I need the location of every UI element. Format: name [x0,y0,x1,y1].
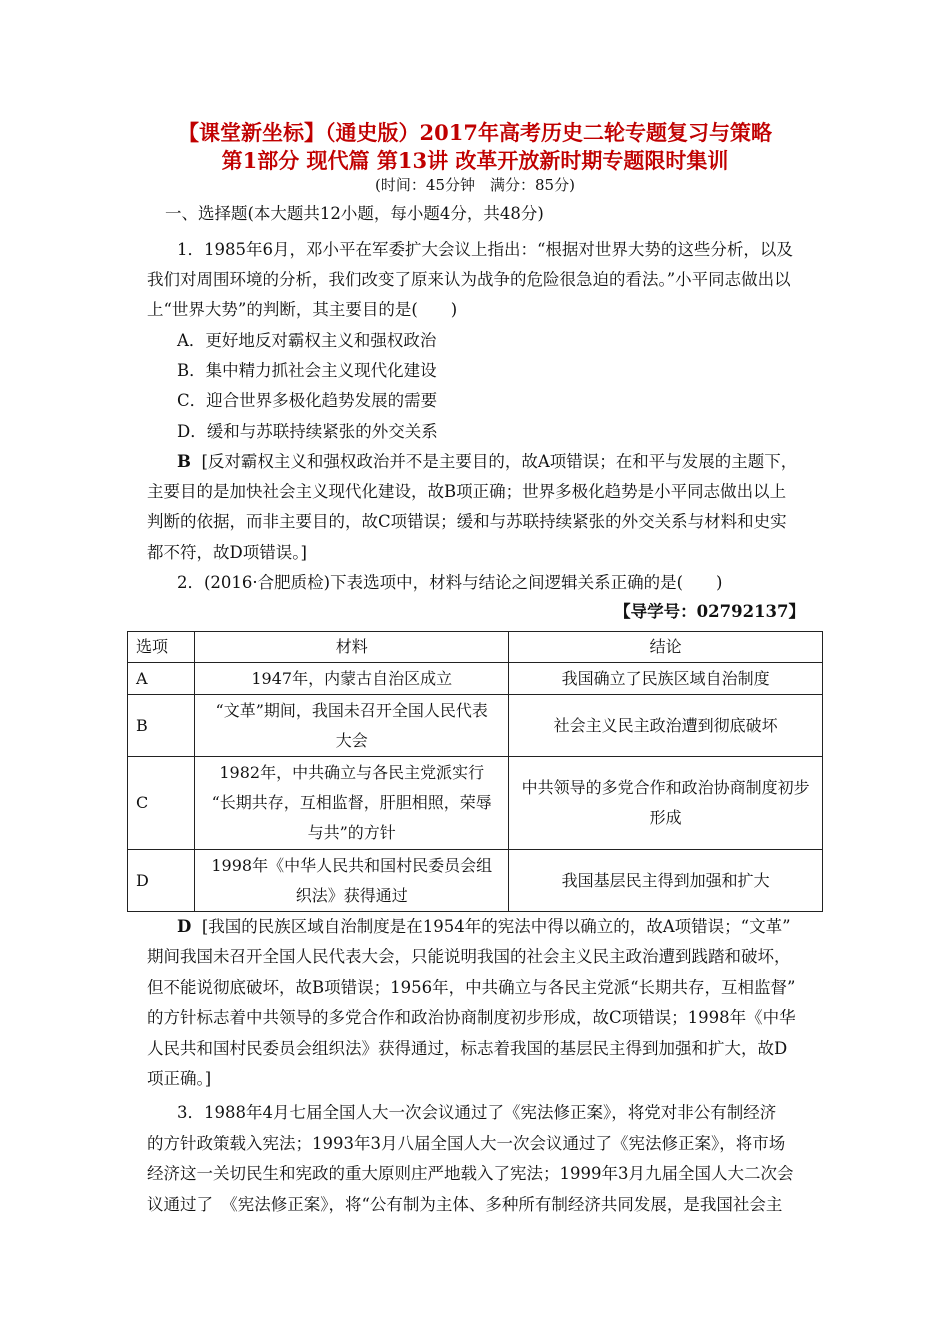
conclusion-line: 我国基层民主得到加强和扩大 [561,870,770,890]
material-line: 1998年《中华人民共和国村民委员会组 [211,855,493,875]
q2-guide-number: 【导学号：02792137】 [614,602,805,621]
table-header-cell: 选项 [128,632,195,663]
table-cell-material [195,663,509,695]
conclusion-line: 社会主义民主政治遭到彻底破坏 [553,715,778,735]
q2-explanation-line: 项正确。] [147,1069,212,1088]
table-cell-option: C [128,757,195,850]
q1-answer-line [177,452,847,472]
q1-stem-line: 1．1985年6月，邓小平在军委扩大会议上指出：“根据对世界大势的这些分析，以及 [177,240,793,259]
q1-explanation-line: 都不符，故D项错误。] [147,543,307,562]
q1-explanation-text: [反对霸权主义和强权政治并不是主要目的，故A项错误；在和平与发展的主题下， [201,452,798,471]
q1-option-a: A．更好地反对霸权主义和强权政治 [177,331,437,350]
material-line: 1982年，中共确立与各民主党派实行 [219,763,485,782]
table-row [128,695,823,757]
q1-answer-letter: B [177,452,191,471]
q2-explanation-text: [我国的民族区域自治制度是在1954年的宪法中得以确立的，故A项错误；“文革” [201,917,791,936]
table-row [128,663,823,695]
table-row [128,757,823,850]
table-cell-conclusion [509,757,823,850]
q3-stem-line: 3．1988年4月七届全国人大一次会议通过了《宪法修正案》，将党对非公有制经济 [177,1103,777,1122]
q2-answer-letter: D [177,917,192,936]
conclusion-line: 中共领导的多党合作和政治协商制度初步 [521,778,810,797]
doc-meta: (时间：45分钟 满分：85分) [375,176,575,194]
material-line: 与共”的方针 [307,823,396,842]
q1-option-b: B．集中精力抓社会主义现代化建设 [177,361,437,380]
q2-explanation-line: 的方针标志着中共领导的多党合作和政治协商制度初步形成，故C项错误；1998年《中华 [147,1008,796,1027]
q2-table [127,631,823,912]
q2-stem: 2．(2016·合肥质检)下表选项中，材料与结论之间逻辑关系正确的是( ) [177,573,723,592]
q2-answer-line [177,917,847,937]
q1-option-d: D．缓和与苏联持续紧张的外交关系 [177,422,438,441]
q3-stem-line: 的方针政策载入宪法；1993年3月八届全国人大一次会议通过了《宪法修正案》，将市场 [147,1134,786,1153]
doc-title-line2: 第1部分 现代篇 第13讲 改革开放新时期专题限时集训 [221,148,729,173]
table-header-row [128,632,823,663]
table-cell-option: A [128,663,195,695]
table-cell-option: B [128,695,195,757]
table-cell-conclusion [509,695,823,757]
q1-stem-line: 我们对周围环境的分析，我们改变了原来认为战争的危险很急迫的看法。”小平同志做出以 [147,270,791,289]
table-cell-option: D [128,850,195,912]
q2-explanation-line: 但不能说彻底破坏，故B项错误；1956年，中共确立与各民主党派“长期共存，互相监督” [147,978,796,997]
q2-explanation-line: 期间我国未召开全国人民代表大会，只能说明我国的社会主义民主政治遭到践踏和破坏， [147,947,791,966]
table-cell-material [195,695,509,757]
conclusion-line: 我国确立了民族区域自治制度 [561,668,770,688]
table-header-cell: 材料 [195,632,509,663]
material-line: 1947年，内蒙古自治区成立 [251,668,453,688]
section-heading: 一、选择题(本大题共12小题，每小题4分，共48分) [165,204,544,223]
table-cell-conclusion [509,663,823,695]
conclusion-line: 形成 [649,808,682,827]
material-line: 大会 [335,730,368,750]
table-header-cell: 结论 [509,632,823,663]
q1-stem-line: 上“世界大势”的判断，其主要目的是( ) [147,300,458,319]
q3-stem-line: 议通过了 《宪法修正案》，将“公有制为主体、多种所有制经济共同发展，是我国社会主 [147,1195,783,1214]
table-cell-material [195,757,509,850]
q1-option-c: C．迎合世界多极化趋势发展的需要 [177,391,438,410]
material-line: “文革”期间，我国未召开全国人民代表 [215,700,488,720]
q2-explanation-line: 人民共和国村民委员会组织法》获得通过，标志着我国的基层民主得到加强和扩大，故D [147,1039,788,1058]
doc-title-line1: 【课堂新坐标】（通史版）2017年高考历史二轮专题复习与策略 [178,120,772,145]
material-line: “长期共存，互相监督，肝胆相照，荣辱 [211,793,492,812]
table-cell-material [195,850,509,912]
q3-stem-line: 经济这一关切民生和宪政的重大原则庄严地载入了宪法；1999年3月九届全国人大二次会 [147,1164,794,1183]
q1-explanation-line: 主要目的是加快社会主义现代化建设，故B项正确；世界多极化趋势是小平同志做出以上 [147,482,787,501]
table-cell-conclusion [509,850,823,912]
table-row [128,850,823,912]
material-line: 织法》获得通过 [295,885,408,905]
q1-explanation-line: 判断的依据，而非主要目的，故C项错误；缓和与苏联持续紧张的外交关系与材料和史实 [147,512,787,531]
